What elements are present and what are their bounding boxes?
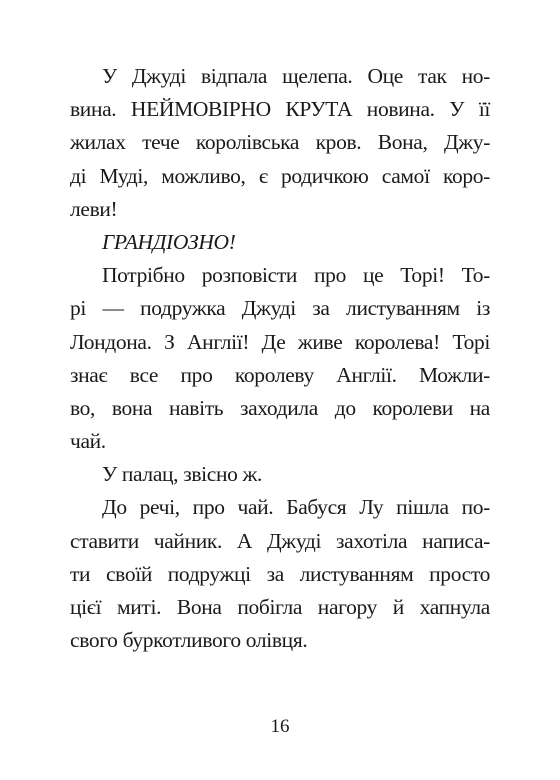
text-line-11: во, вона навіть заходила до королеви на [70,395,490,420]
text-line-3: жилах тече королівська кров. Вона, Джу- [70,130,490,155]
text-line-9: Лондона. З Англії! Де живе королева! Торі [70,329,490,354]
text-line-13: У палац, звісно ж. [102,462,263,487]
text-line-12: чай. [70,429,106,454]
text-line-18: свого буркотливого олівця. [70,628,308,653]
text-line-15: ставити чайник. А Джуді захотіла написа- [70,528,490,553]
text-line-7: Потрібно розповісти про це Торі! То- [102,263,490,288]
text-line-17: цієї миті. Вона побігла нагору й хапнула [70,595,490,619]
text-line-6: ГРАНДІОЗНО! [102,229,236,254]
text-line-10: знає все про королеву Англії. Можли- [70,362,490,387]
text-line-1: У Джуді відпала щелепа. Оце так но- [102,64,490,88]
text-line-16: ти своїй подружці за листуванням просто [70,561,490,586]
text-line-14: До речі, про чай. Бабуся Лу пішла по- [102,495,490,520]
page-number: 16 [270,716,290,737]
book-page-text [70,60,490,657]
text-line-8: рі — подружка Джуді за листуванням із [70,296,490,321]
text-line-4: ді Муді, можливо, є родичкою самої коро- [70,163,490,188]
text-line-2: вина. НЕЙМОВІРНО КРУТА новина. У її [70,97,490,122]
text-line-5: леви! [70,196,118,221]
